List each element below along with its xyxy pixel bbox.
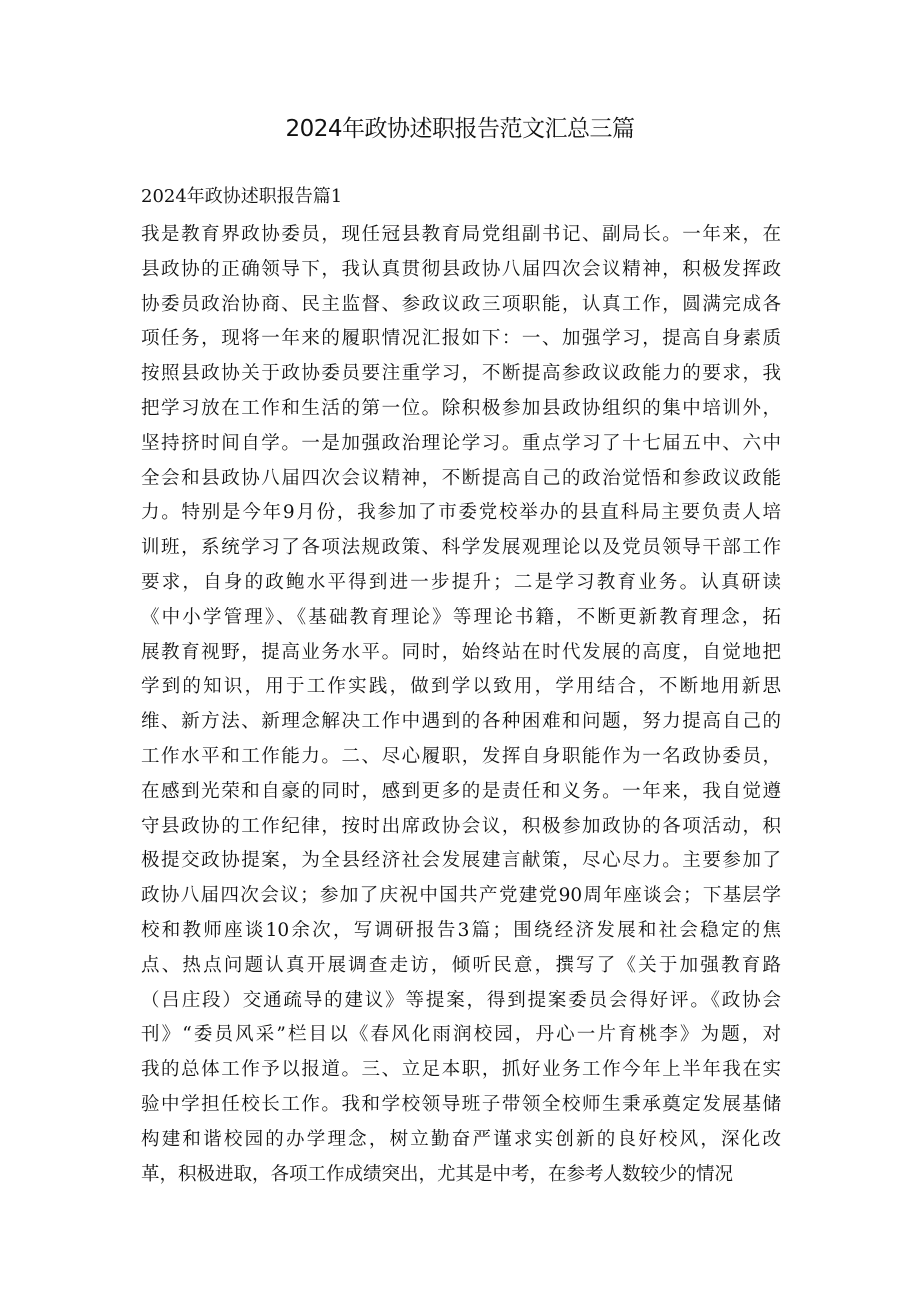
body-line: （吕庄段）交通疏导的建议》等提案，得到提案委员会得好评。《政协会	[141, 989, 781, 1011]
body-line: 验中学担任校长工作。我和学校领导班子带领全校师生秉承奠定发展基储	[141, 1093, 781, 1115]
body-line: 刊》“委员风采”栏目以《春风化雨润校园，丹心一片育桃李》为题，对	[141, 1024, 781, 1046]
body-line: 全会和县政协八届四次会议精神，不断提高自己的政治觉悟和参政议政能	[141, 467, 781, 489]
body-line: 校和教师座谈10余次，写调研报告3篇；围绕经济发展和社会稳定的焦	[141, 919, 781, 941]
body-line: 学到的知识，用于工作实践，做到学以致用，学用结合，不断地用新思	[141, 676, 781, 698]
document-title: 2024年政协述职报告范文汇总三篇	[285, 116, 635, 142]
body-line: 点、热点问题认真开展调查走访，倾听民意，撰写了《关于加强教育路	[141, 954, 781, 976]
section-heading: 2024年政协述职报告篇1	[141, 186, 343, 207]
body-line: 极提交政协提案，为全县经济社会发展建言献策，尽心尽力。主要参加了	[141, 850, 781, 872]
body-line: 县政协的正确领导下，我认真贯彻县政协八届四次会议精神，积极发挥政	[141, 258, 781, 280]
body-line: 我是教育界政协委员，现任冠县教育局党组副书记、副局长。一年来，在	[141, 224, 781, 245]
body-line: 协委员政治协商、民主监督、参政议政三项职能，认真工作，圆满完成各	[141, 293, 781, 315]
body-line: 坚持挤时间自学。一是加强政治理论学习。重点学习了十七届五中、六中	[141, 432, 781, 454]
body-line: 训班，系统学习了各项法规政策、科学发展观理论以及党员领导干部工作	[141, 537, 781, 559]
body-line: 项任务，现将一年来的履职情况汇报如下：一、加强学习，提高自身素质	[141, 328, 781, 350]
body-line: 在感到光荣和自豪的同时，感到更多的是责任和义务。一年来，我自觉遵	[141, 780, 781, 802]
body-line: 展教育视野，提高业务水平。同时，始终站在时代发展的高度，自觉地把	[141, 641, 781, 663]
body-line: 把学习放在工作和生活的第一位。除积极参加县政协组织的集中培训外，	[141, 397, 781, 419]
body-line: 《中小学管理》、《基础教育理论》等理论书籍，不断更新教育理念，拓	[141, 606, 781, 628]
body-line: 力。特别是今年9月份，我参加了市委党校举办的县直科局主要负责人培	[141, 502, 781, 524]
body-line: 守县政协的工作纪律，按时出席政协会议，积极参加政协的各项活动，积	[141, 815, 781, 837]
body-line: 要求，自身的政鲍水平得到进一步提升；二是学习教育业务。认真研读	[141, 571, 781, 593]
body-line: 构建和谐校园的办学理念，树立勤奋严谨求实创新的良好校风，深化改	[141, 1128, 781, 1150]
body-line: 工作水平和工作能力。二、尽心履职，发挥自身职能作为一名政协委员，	[141, 745, 781, 767]
body-line: 维、新方法、新理念解决工作中遇到的各种困难和问题，努力提高自己的	[141, 711, 781, 733]
body-line: 政协八届四次会议；参加了庆祝中国共产党建党90周年座谈会；下基层学	[141, 885, 781, 907]
body-line: 我的总体工作予以报道。三、立足本职，抓好业务工作今年上半年我在实	[141, 1059, 781, 1081]
body-line: 革，积极进取，各项工作成绩突出，尤其是中考，在参考人数较少的情况	[141, 1163, 734, 1185]
body-line: 按照县政协关于政协委员要注重学习，不断提高参政议政能力的要求，我	[141, 363, 781, 385]
body-text	[141, 218, 781, 1192]
